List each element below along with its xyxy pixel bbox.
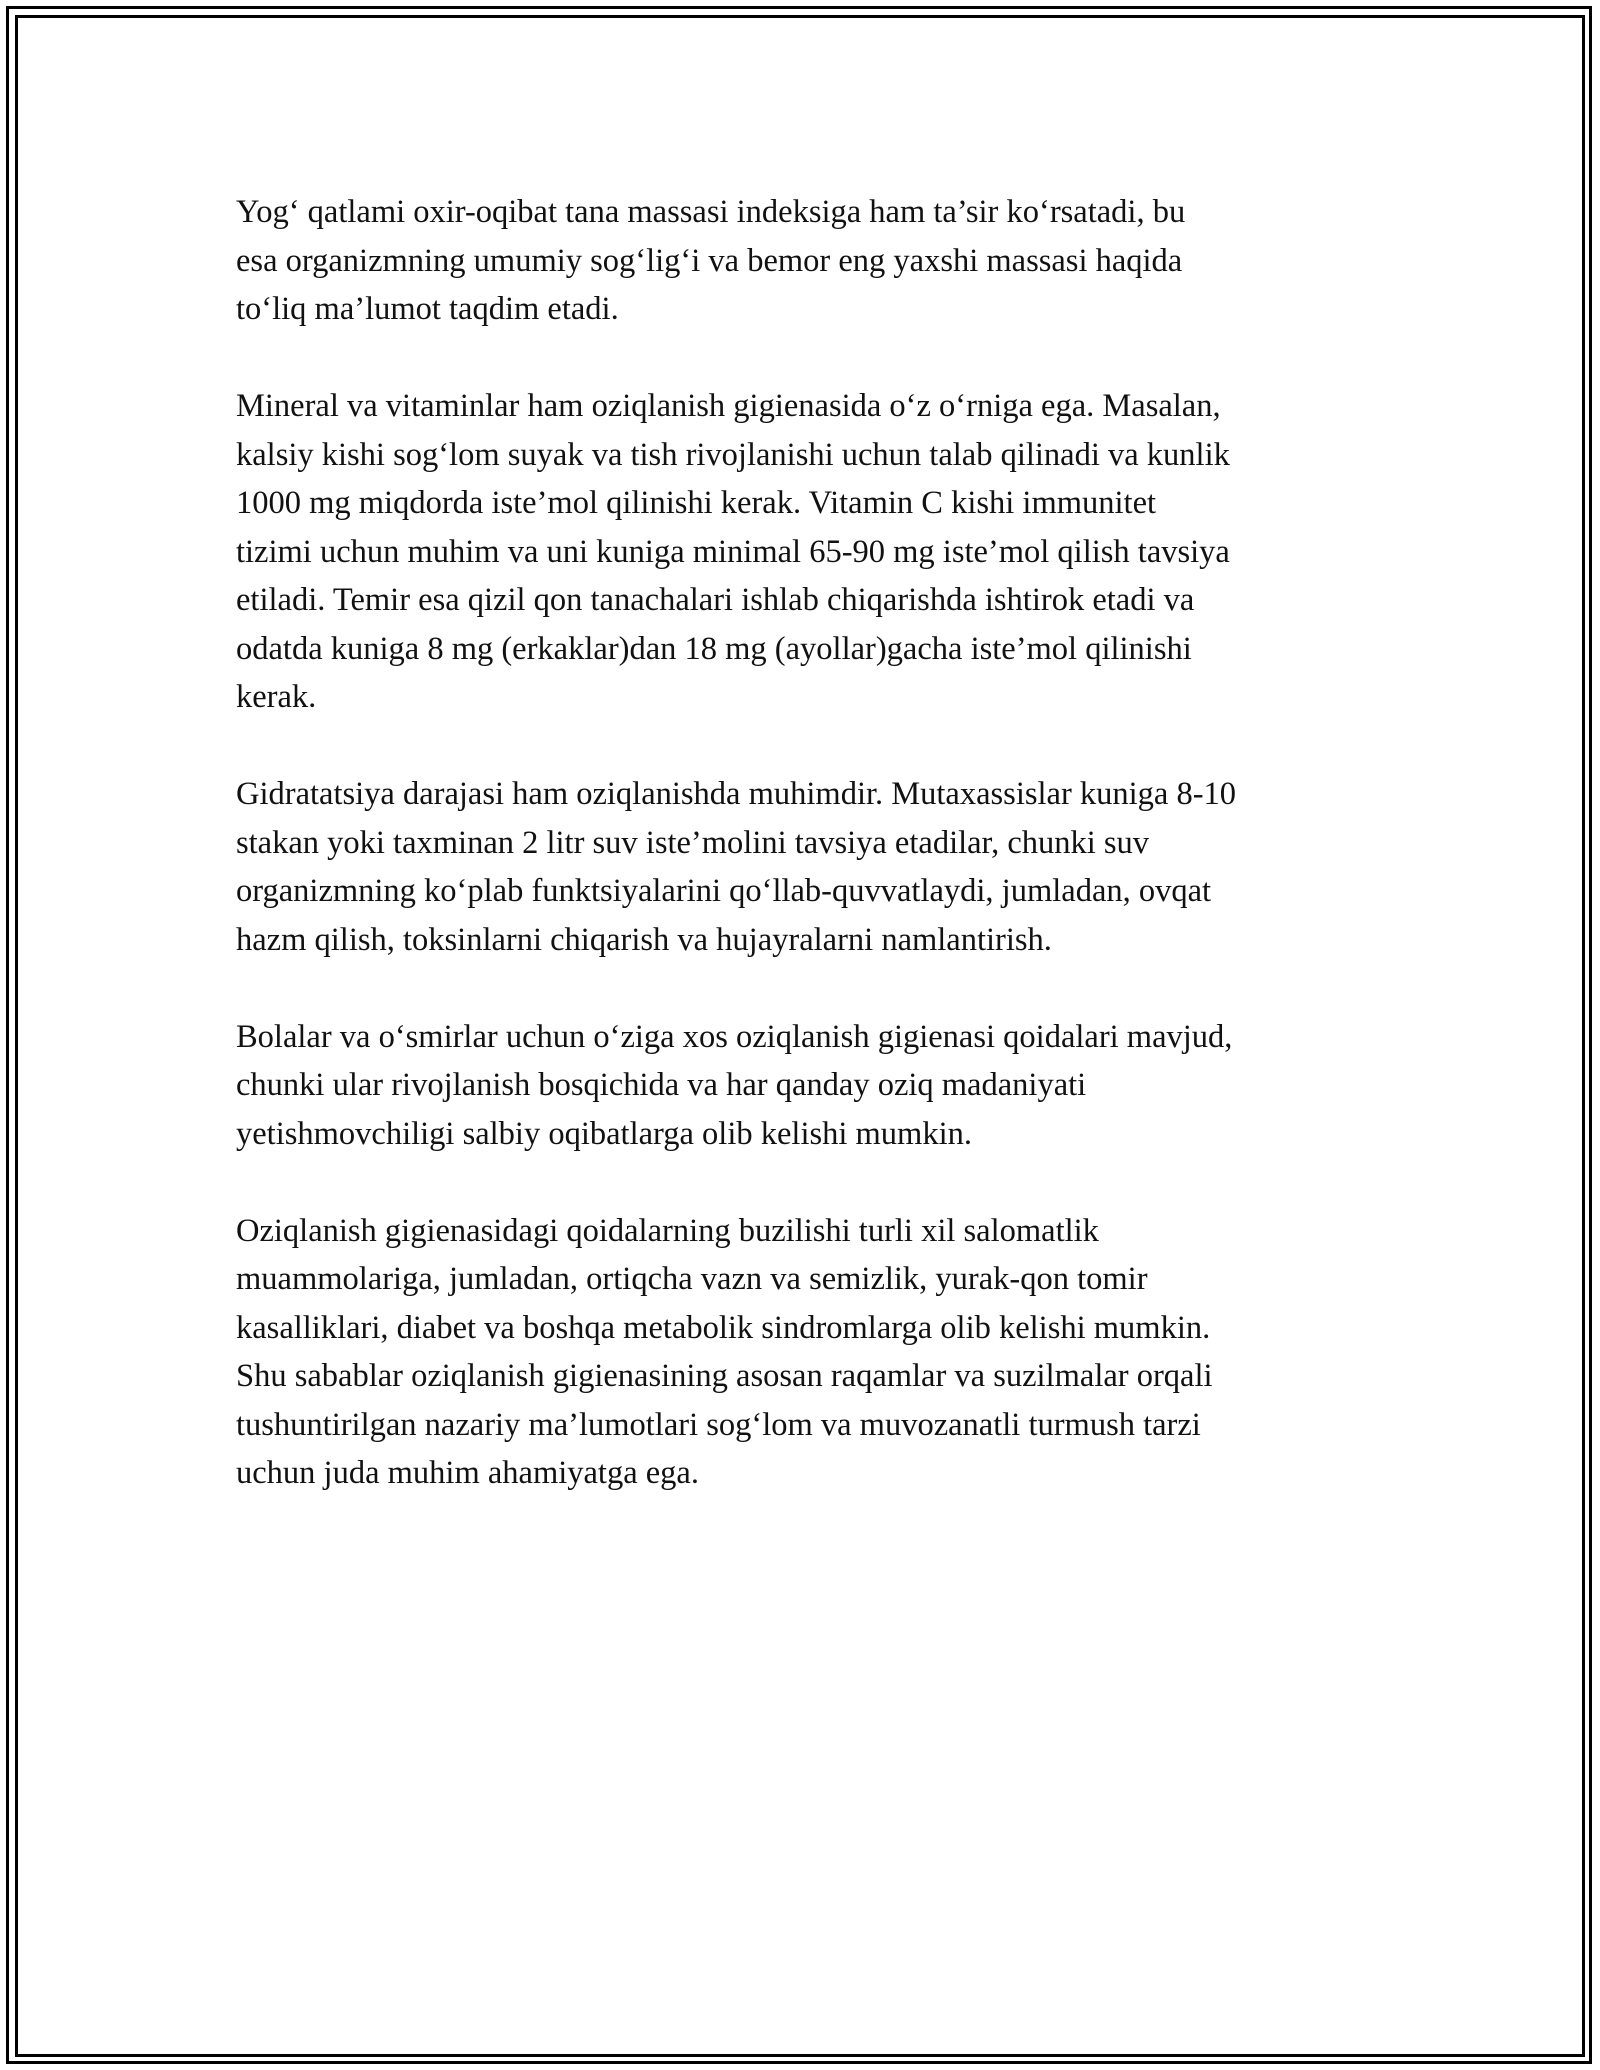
paragraph-children-adolescents: Bolalar va o‘smirlar uchun o‘ziga xos oziqlanish gigienasi qoidalari mavjud, chunki ular rivojlanish bosqichida va har qanday oziq madaniyati yetishmovchiligi salbiy oqibatlarga olib kelishi mumkin. <box>236 1018 1233 1152</box>
paragraph-hydration: Gidratatsiya darajasi ham oziqlanishda muhimdir. Mutaxassislar kuniga 8-10 stakan yoki taxminan 2 litr suv iste’molini tavsiya etadilar, chunki suv organizmning ko‘plab funktsiyalarini qo‘llab-quvvatlaydi, jumladan, ovqat hazm qilish, toksinlarni chiqarish va hujayralarni namlantirish. <box>236 776 1237 958</box>
paragraph-minerals-vitamins: Mineral va vitaminlar ham oziqlanish gigienasida o‘z o‘rniga ega. Masalan, kalsiy kishi sog‘lom suyak va tish rivojlanishi uchun talab qilinadi va kunlik 1000 mg miqdorda iste’mol qilinishi kerak. Vitamin C kishi immunitet tizimi uchun muhim va uni kuniga minimal 65-90 mg iste’mol qilish tavsiya etiladi. Temir esa qizil qon tanachalari ishlab chiqarishda ishtirok etadi va odatda kuniga 8 mg (erkaklar)dan 18 mg (ayollar)gacha iste’mol qilinishi kerak. <box>236 388 1230 715</box>
paragraph-health-consequences: Oziqlanish gigienasidagi qoidalarning buzilishi turli xil salomatlik muammolariga, jumladan, ortiqcha vazn va semizlik, yurak-qon tomir kasalliklari, diabet va boshqa metabolik sindromlarga olib kelishi mumkin. Shu sabablar oziqlanish gigienasining asosan raqamlar va suzilmalar orqali tushuntirilgan nazariy ma’lumotlari sog‘lom va muvozanatli turmush tarzi uchun juda muhim ahamiyatga ega. <box>236 1212 1213 1491</box>
document-body <box>236 188 1376 1546</box>
paragraph-body-mass-index: Yog‘ qatlami oxir-oqibat tana massasi indeksiga ham ta’sir ko‘rsatadi, bu esa organizmning umumiy sog‘lig‘i va bemor eng yaxshi massasi haqida to‘liq ma’lumot taqdim etadi. <box>236 194 1186 327</box>
